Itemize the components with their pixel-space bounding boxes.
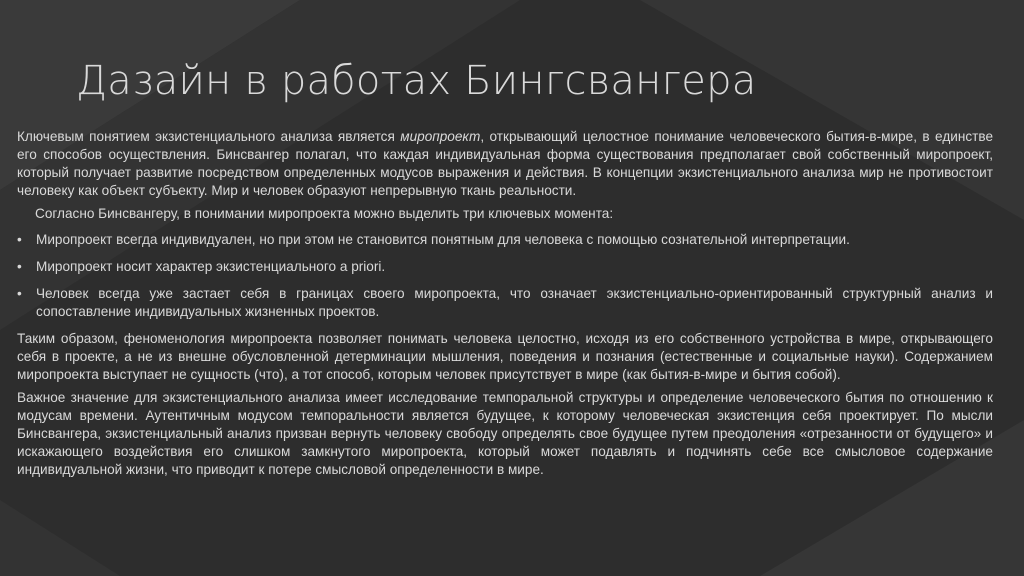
paragraph-key-moments: Согласно Бинсвангеру, в понимании миропроекта можно выделить три ключевых момента: (35, 206, 614, 221)
bullet-list (17, 231, 993, 321)
intro-text-end: , открывающий целостное понимание человеческого бытия-в-мире, в единстве его способов осуществления. Бинсвангер полагал, что каждая индивидуальная форма существования предполагает свой собственный миропроект, который получает развитие посредством определенных модусов выражения и действия. В концепции экзистенциального анализа мир не противостоит человеку как объект субъекту. Мир и человек образуют непрерывную ткань реальности. (17, 129, 994, 198)
slide-body (17, 128, 993, 484)
bullet-icon: • (17, 232, 22, 247)
bullet-text: Человек всегда уже застает себя в границах своего миропроекта, что означает экзистенциально-ориентированный структурный анализ и сопоставление индивидуальных жизненных проектов. (36, 286, 993, 319)
intro-emphasis: миропроект (400, 129, 481, 144)
bullet-icon: • (17, 286, 22, 301)
bullet-text: Миропроект всегда индивидуален, но при этом не становится понятным для человека с помощью сознательной интерпретации. (36, 232, 850, 247)
bullet-text: Миропроект носит характер экзистенциального a priori. (36, 259, 386, 274)
intro-text-start: Ключевым понятием экзистенциального анализа является (17, 129, 401, 144)
bullet-item (17, 258, 993, 276)
bullet-item (17, 231, 993, 249)
paragraph-intro (17, 128, 993, 200)
bullet-icon: • (17, 259, 22, 274)
slide-title: Дазайн в работах Бингсвангера (76, 58, 757, 104)
paragraph-temporality: Важное значение для экзистенциального анализа имеет исследование темпоральной структуры и определение человеческого бытия по отношению к модусам времени. Аутентичным модусом темпоральности является будущее, к которому человеческая экзистенция себя проектирует. По мысли Бинсвангера, экзистенциальный анализ призван вернуть человеку свободу определять свое будущее путем преодоления «отрезанности от будущего» и искажающего воздействия его слишком замкнутого миропроекта, который может подавлять и подчинять себе все смысловое содержание индивидуальной жизни, что приводит к потере смысловой определенности в мире. (17, 390, 993, 477)
paragraph-phenomenology: Таким образом, феноменология миропроекта позволяет понимать человека целостно, исходя из его собственного устройства в мире, открывающего себя в проекте, а не из внешне обусловленной детерминации мышления, поведения и познания (естественные и социальные науки). Содержанием миропроекта выступает не сущность (что), а тот способ, которым человек присутствует в мире (как бытия-в-мире и бытия собой). (17, 331, 993, 382)
bullet-item (17, 285, 993, 321)
